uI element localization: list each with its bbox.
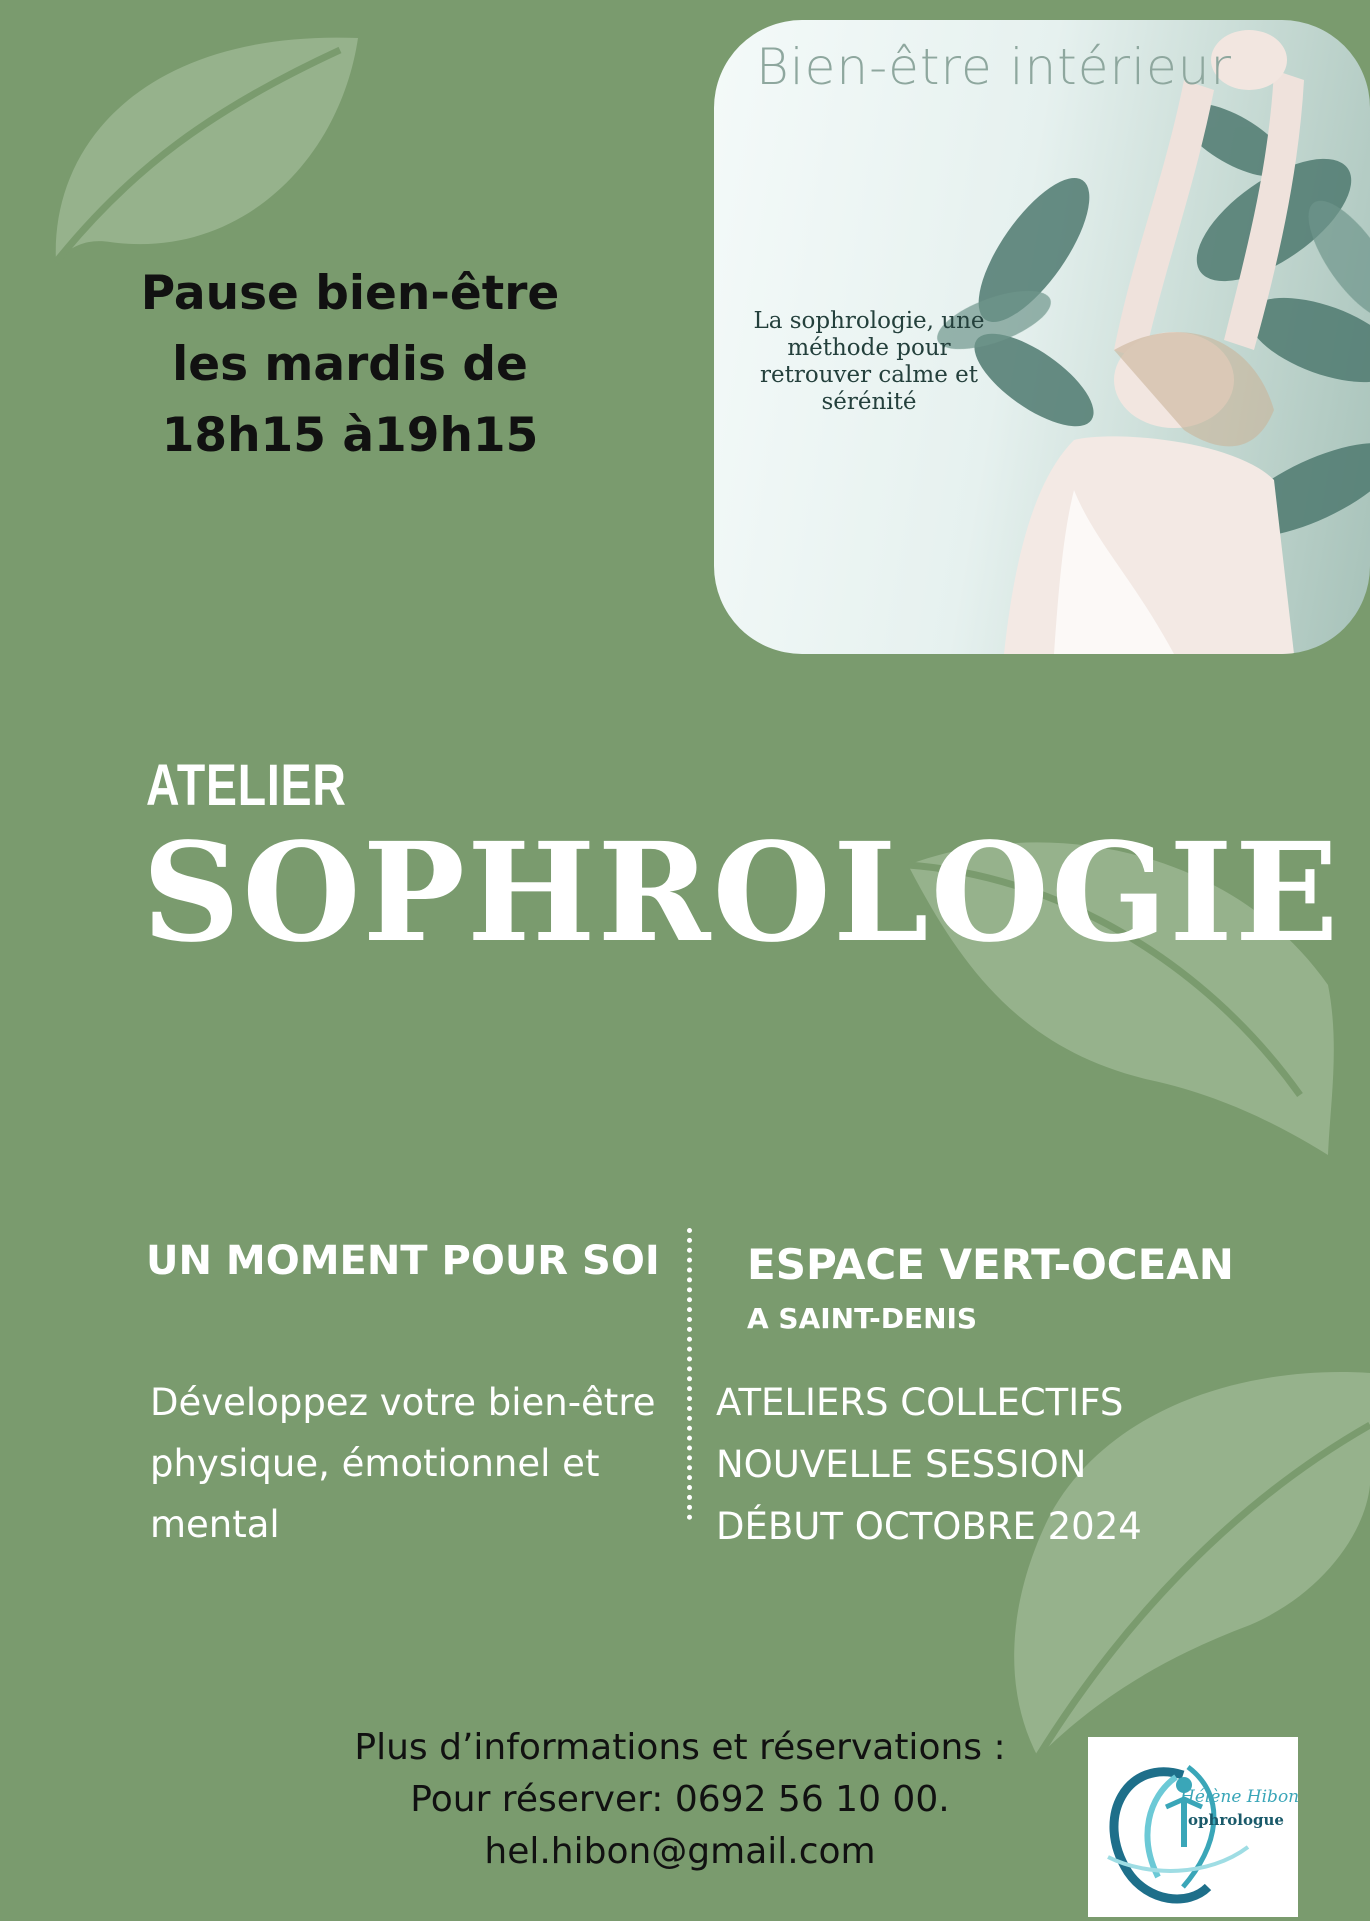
location-heading: ESPACE VERT-OCEAN <box>747 1240 1234 1289</box>
session-info-item: NOUVELLE SESSION <box>716 1443 1087 1486</box>
contact-phone[interactable]: Pour réserver: 0692 56 10 00. <box>410 1779 950 1820</box>
contact-email[interactable]: hel.hibon@gmail.com <box>484 1831 876 1872</box>
logo-name: Hélène Hibon <box>1180 1787 1300 1807</box>
schedule-text <box>100 258 600 471</box>
contact-intro: Plus d’informations et réservations : <box>354 1727 1006 1768</box>
title-small: ATELIER <box>146 753 347 818</box>
schedule-line-3: 18h15 à19h15 <box>161 408 539 463</box>
left-heading: UN MOMENT POUR SOI <box>146 1238 660 1284</box>
leaf-top-left <box>40 20 370 270</box>
wellbeing-photo <box>714 20 1370 654</box>
session-info-list <box>716 1372 1236 1558</box>
schedule-line-1: Pause bien-être <box>140 266 560 321</box>
photo-caption: La sophrologie, une méthode pour retrouver calme et sérénité <box>753 308 985 415</box>
schedule-line-2: les mardis de <box>172 337 528 392</box>
session-info-item: ATELIERS COLLECTIFS <box>716 1381 1124 1424</box>
contact-block <box>310 1722 1050 1878</box>
left-description: Développez votre bien-être physique, émotionnel et mental <box>150 1381 656 1546</box>
location-subheading: A SAINT-DENIS <box>747 1302 978 1335</box>
session-info-item: DÉBUT OCTOBRE 2024 <box>716 1505 1142 1548</box>
logo-role: ophrologue <box>1188 1811 1284 1829</box>
sophrologist-logo <box>1088 1737 1298 1917</box>
title-main: SOPHROLOGIE <box>142 813 1341 973</box>
photo-title: Bien-être intérieur <box>756 38 1233 96</box>
